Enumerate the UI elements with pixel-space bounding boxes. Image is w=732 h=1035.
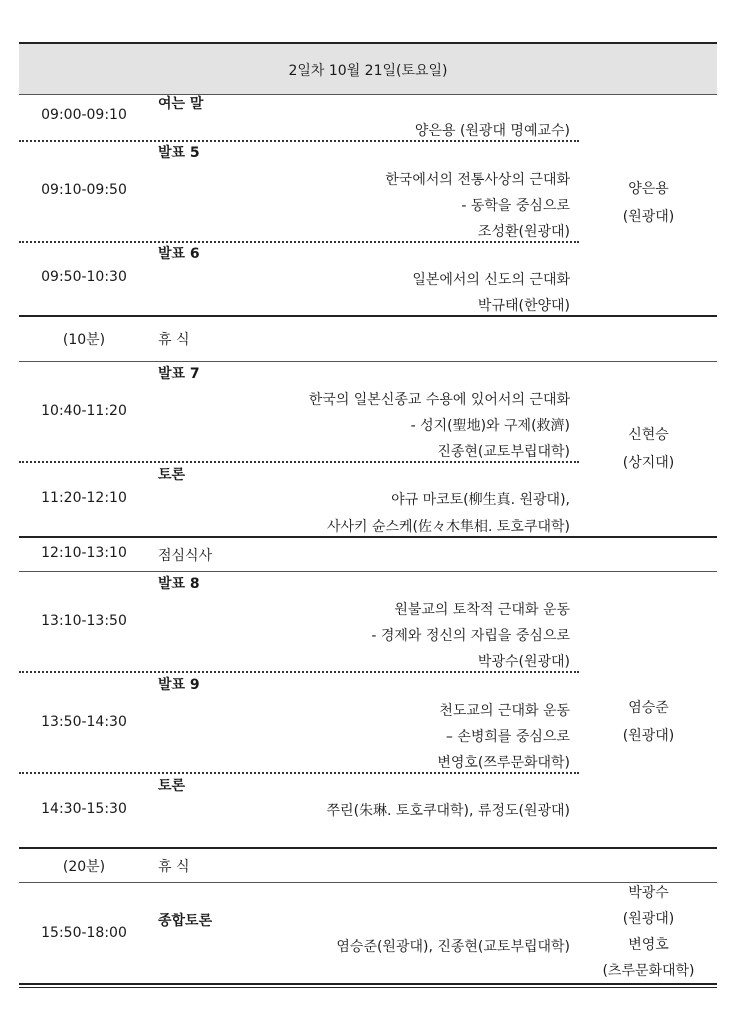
session-line: - 경제와 정신의 자립을 중심으로	[371, 628, 570, 644]
session-line: 염승준(원광대), 진종현(교토부립대학)	[336, 939, 570, 955]
session-label: 여는 말	[158, 96, 204, 112]
session-label: 발표 9	[158, 677, 200, 693]
chair-name: 염승준	[628, 700, 669, 716]
chair-affiliation: (원광대)	[622, 209, 675, 225]
time-slot: 13:50-14:30	[41, 714, 127, 730]
dotted-divider	[19, 461, 579, 463]
time-slot: 09:10-09:50	[41, 182, 127, 198]
row-divider	[19, 847, 717, 849]
session-label: 휴 식	[158, 859, 190, 875]
time-slot: 10:40-11:20	[41, 403, 127, 419]
row-divider	[19, 536, 717, 538]
time-slot: 09:00-09:10	[41, 107, 127, 123]
session-label: 발표 7	[158, 366, 200, 382]
row-divider	[19, 361, 717, 362]
chair-name: 신현승	[628, 427, 669, 443]
session-line: 한국의 일본신종교 수용에 있어서의 근대화	[308, 392, 570, 408]
chair-name: 양은용	[628, 181, 669, 197]
session-line: 변영호(쯔루문화대학)	[437, 755, 570, 771]
row-divider	[19, 571, 717, 572]
session-line: 쭈린(朱琳. 토호쿠대학), 류정도(원광대)	[326, 803, 570, 819]
dotted-divider	[19, 772, 579, 774]
time-slot: 14:30-15:30	[41, 801, 127, 817]
session-line: 일본에서의 신도의 근대화	[412, 272, 570, 288]
session-label: 휴 식	[158, 332, 190, 348]
chair-affiliation: (상지대)	[622, 455, 675, 471]
chair-cell	[580, 421, 717, 477]
table-bottom-border	[19, 983, 717, 985]
dotted-divider	[19, 241, 579, 243]
chair-affiliation: (츠루문화대학)	[602, 963, 695, 979]
session-label: 점심식사	[158, 548, 213, 564]
chair-affiliation: (원광대)	[622, 728, 675, 744]
time-slot: (10분)	[62, 332, 106, 348]
dotted-divider	[19, 140, 579, 142]
time-slot: 13:10-13:50	[41, 613, 127, 629]
day-header-text: 2일차 10월 21일(토요일)	[288, 63, 448, 79]
session-line: 조성환(원광대)	[477, 224, 570, 240]
time-slot: (20분)	[62, 859, 106, 875]
session-line: - 동학을 중심으로	[461, 198, 570, 214]
session-line: – 손병희를 중심으로	[445, 729, 570, 745]
day-header	[19, 42, 717, 95]
session-line: 야규 마코토(柳生真. 원광대),	[391, 492, 570, 508]
dotted-divider	[19, 671, 579, 673]
row-divider	[19, 315, 717, 317]
table-bottom-border	[19, 987, 717, 988]
session-label: 발표 5	[158, 145, 200, 161]
session-line: 사사키 슌스케(佐々木隼相. 토호쿠대학)	[326, 519, 570, 535]
session-label: 토론	[158, 778, 186, 794]
session-label: 종합토론	[158, 913, 213, 929]
session-line: 박규태(한양대)	[477, 298, 570, 314]
chair-name: 박광수	[628, 885, 669, 901]
session-line: 양은용 (원광대 명예교수)	[414, 123, 570, 139]
chair-affiliation: (원광대)	[622, 911, 675, 927]
session-line: 천도교의 근대화 운동	[439, 703, 570, 719]
chair-cell	[580, 880, 717, 984]
session-label: 발표 8	[158, 576, 200, 592]
session-line: 원불교의 토착적 근대화 운동	[394, 602, 570, 618]
time-slot: 12:10-13:10	[41, 545, 127, 561]
session-line: 진종현(교토부립대학)	[437, 444, 570, 460]
time-slot: 11:20-12:10	[41, 490, 127, 506]
session-line: 한국에서의 전통사상의 근대화	[385, 172, 570, 188]
time-slot: 09:50-10:30	[41, 269, 127, 285]
chair-cell	[580, 694, 717, 750]
time-slot: 15:50-18:00	[41, 925, 127, 941]
session-line: 박광수(원광대)	[477, 654, 570, 670]
session-label: 발표 6	[158, 246, 200, 262]
session-line: - 성지(聖地)와 구제(救濟)	[410, 418, 570, 434]
session-label: 토론	[158, 467, 186, 483]
chair-cell	[580, 175, 717, 231]
chair-name: 변영호	[628, 937, 669, 953]
